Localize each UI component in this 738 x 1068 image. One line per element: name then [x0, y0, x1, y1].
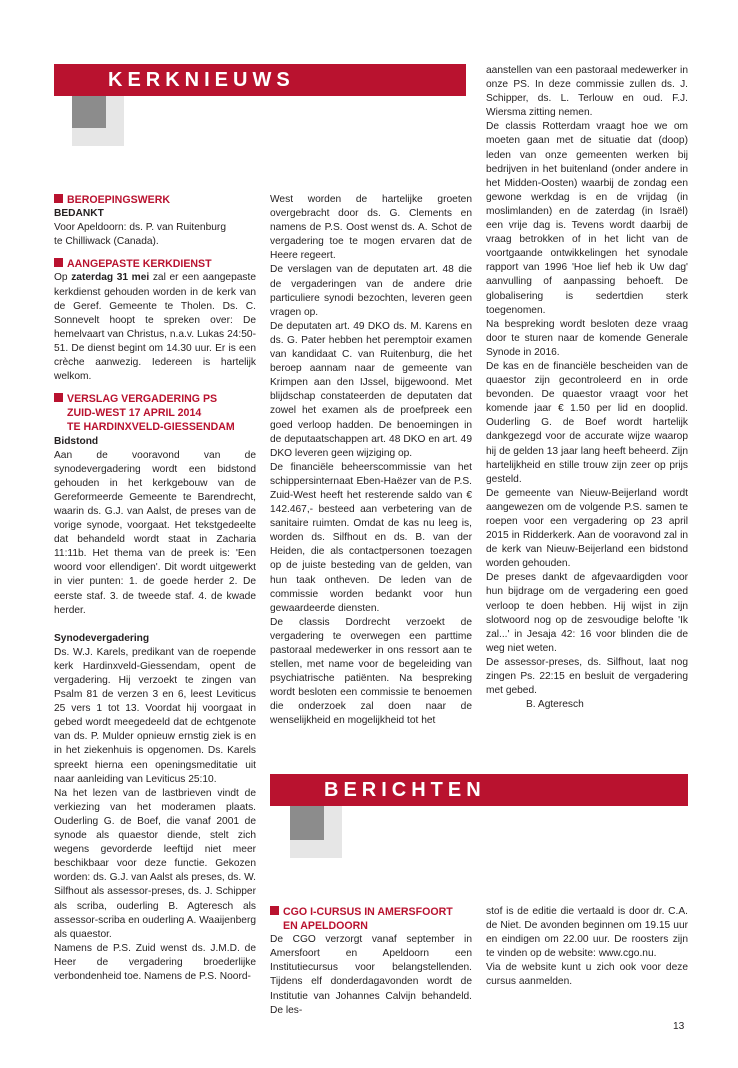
- cgo-paragraph-left: De CGO verzorgt vanaf september in Amersfoort en Apeldoorn een Institutiecursus voor belangstellenden. Tijdens elf donderdagavonden wordt de Institutie van Johannes Calvijn behandeld. De les-: [270, 934, 472, 1016]
- col3-paragraph-1: aanstellen van een pastoraal medewerker in onze PS. In deze commissie zullen ds. J. Schipper, ds. L. Terlouw en oud. F.J. Wiersma zitting nemen.: [486, 65, 688, 119]
- column-2: [270, 193, 472, 729]
- bullet-square-icon: [54, 393, 63, 402]
- bidstond-paragraph: Aan de vooravond van de synodevergadering wordt een bidstond gehouden in het kerkgebouw van de Gereformeerde Gemeente te Barendrecht, waarin ds. G.J. van Aalst, de preses van de vorige synode, voorgaat. Het tekstgedeelte dat behandeld wordt staat in Zacharia 11:11b. Het thema van de preek is: 'Een woord voor ellendigen'. Dit wordt uitgewerkt in vier punten: 1. de goede herder 2. De eerste staf. 3. de tweede staf. 4. de kwade herder.: [54, 449, 256, 616]
- bidstond-subheading: Bidstond: [54, 435, 99, 447]
- cgo-heading-line-2: EN APELDOORN: [283, 920, 368, 933]
- bullet-square-icon: [54, 194, 63, 203]
- verslag-heading-line-3: TE HARDINXVELD-GIESSENDAM: [67, 421, 235, 434]
- aangepaste-paragraph: Op zaterdag 31 mei zal er een aangepaste kerkdienst gehouden worden in de kerk van de Geref. Gemeente te Tholen. Ds. C. Sonnevelt hoopt te spreken over: De hemelvaart van Christus, n.a.v. Lukas 24:50-51. De dienst begint om 14.30 uur. Er is een crèche aanwezig. Iedereen is hartelijk welkom.: [54, 272, 256, 383]
- synode-paragraph-2: Na het lezen van de lastbrieven vindt de verkiezing van het moderamen plaats. Ouderling G. de Boef, die vanaf 2001 de synode als quaestor diende, stelt zich wegens gevorderde leeftijd niet meer beschikbaar voor deze functie. Gekozen worden: ds. G.J. van Aalst als preses, ds. W. Silfhout als assessor-preses, ds. J. Schipper als scriba, ouderling B. Agteresch als assessor-scriba en ouderling A. Waaijenberg als quaestor.: [54, 787, 256, 940]
- col3-paragraph-7: De assessor-preses, ds. Silfhout, laat nog zingen Ps. 22:15 en besluit de vergadering met gebed.: [486, 656, 688, 697]
- cgo-column-left: [270, 905, 472, 1018]
- column-3: [486, 64, 688, 712]
- bedankt-subheading: BEDANKT: [54, 208, 104, 220]
- synode-paragraph-3: Namens de P.S. Zuid wenst ds. J.M.D. de Heer de vergadering broederlijke verbondenheid toe. Namens de P.S. Noord-: [54, 942, 256, 982]
- bullet-square-icon: [54, 258, 63, 267]
- column-1: [54, 193, 256, 984]
- col2-paragraph-4: De financiële beheerscommissie van het schippersinternaat Eben-Haëzer van de P.S. Zuid-West heeft het resterende saldo van € 142.467,- besteed aan verbetering van de sanitaire ruimten. Omdat de kas nu leeg is, worden ds. Silfhout en ds. B. van der Heiden, die als contactpersonen toezagen op de juiste besteding van de gelden, van hun taak ontheven. De leden van de commissie worden bedankt voor hun gewaardeerde diensten.: [270, 461, 472, 614]
- col3-paragraph-4: De kas en de financiële bescheiden van de quaestor zijn gecontroleerd en in orde bevonden. De quaestor vraagt voor het komende jaar € 1.50 per lid en dooplid. Ouderling G. de Boef wordt hartelijk dankgezegd voor de accurate wijze waarop hij de gelden 13 jaar lang heeft beheerd. Zijn hartelijkheid en stille trouw zijn zeer op prijs gesteld.: [486, 360, 688, 485]
- col3-paragraph-5: De gemeente van Nieuw-Beijerland wordt aangewezen om de volgende P.S. samen te roepen voor een vergadering op 23 april 2015 in Ridderkerk. Aan de vooravond zal in de kerk van Nieuw-Beijerland een bidstond worden gehouden.: [486, 487, 688, 570]
- col2-paragraph-3: De deputaten art. 49 DKO ds. M. Karens en ds. G. Pater hebben het peremptoir examen van kandidaat C. van Ruitenburg, die het beroep aannam naar de gemeente van Krimpen aan den IJssel, bijgewoond. Met blijdschap constateerden de deputaten dat zowel het examen als de proefpreek een goed verloop hadden. De benoemingen in de deputaatschappen art. 48 DKO en art. 49 DKO leveren geen wijziging op.: [270, 320, 472, 459]
- col2-paragraph-2: De verslagen van de deputaten art. 48 die de vergaderingen van de andere drie particuliere synodi bezochten, leveren geen vragen op.: [270, 264, 472, 318]
- synodevergadering-subheading: Synodevergadering: [54, 632, 150, 644]
- beroepingswerk-heading: BEROEPINGSWERK: [54, 193, 256, 207]
- berichten-title: BERICHTEN: [324, 779, 486, 801]
- cgo-paragraph-right: stof is de editie die vertaald is door dr. C.A. de Niet. De avonden beginnen om 19.15 uur en eindigen om 22.00 uur. De roosters zijn te vinden op de website: www.cgo.nu.: [486, 906, 688, 960]
- verslag-heading-line-2: ZUID-WEST 17 APRIL 2014: [67, 407, 202, 420]
- beroeping-line-2: te Chilliwack (Canada).: [54, 236, 159, 248]
- cgo-column-right: [486, 905, 688, 990]
- cgo-heading: CGO I-CURSUS IN AMERSFOORT: [270, 905, 472, 919]
- verslag-heading: VERSLAG VERGADERING PS: [54, 392, 256, 406]
- synode-paragraph-1: Ds. W.J. Karels, predikant van de roepende kerk Hardinxveld-Giessendam, opent de vergadering. Hij verzoekt te zingen van Psalm 81 de verzen 3 en 6, leest Leviticus 25 vers 1 tot 13. Voordat hij voorgaat in gebed wordt meegedeeld dat de echtgenote van ds. P. Mulder opnieuw ernstig ziek is en in het ziekenhuis is opgenomen. Ds. Karels spreekt hierna een openingsmeditatie uit naar aanleiding van Leviticus 25:10.: [54, 646, 256, 785]
- col3-paragraph-3: Na bespreking wordt besloten deze vraag door te sturen naar de komende Generale Synode in 2016.: [486, 318, 688, 358]
- col3-paragraph-6: De preses dankt de afgevaardigden voor hun bijdrage om de vergadering een goed verloop te doen hebben. Hij wijst in zijn slotwoord nog op de zesvoudige belofte 'Ik zal...' in Jesaja 42: 16 voor blinden die de weg niet weten.: [486, 572, 688, 654]
- berichten-decor-dark: [290, 806, 324, 840]
- col2-paragraph-5: De classis Dordrecht verzoekt de vergadering te overwegen een parttime pastoraal medewerker in ons ressort aan te stellen, met name voor de begeleiding van psychiatrische patiënten. Na bespreking wordt besloten een commissie te benoemen die onderzoek zal doen naar de wenselijkheid en mogelijkheid tot het: [270, 616, 472, 727]
- cgo-paragraph-right-2: Via de website kunt u zich ook voor deze cursus aanmelden.: [486, 962, 688, 988]
- bullet-square-icon: [270, 906, 279, 915]
- kerknieuws-title: KERKNIEUWS: [108, 69, 295, 91]
- aangepaste-heading: AANGEPASTE KERKDIENST: [54, 257, 256, 271]
- col3-paragraph-2: De classis Rotterdam vraagt hoe we om moeten gaan met de situatie dat (doop) leden van onze gemeenten werken bij bedrijven in het buitenland (onder andere in het Midden-Oosten) waarbij de zondag een gewone werkdag is en de vrijdag (in moslimlanden) en de zaterdag (in Israël) een vrije dag is. Tevens wordt daarbij de vraag betrokken of in het licht van de voortgaande ontwikkelingen het synodale rapport van 1996 'Hoe lief heb ik Uw dag' aanvulling of aanpassing behoeft. De globalisering is sedertdien sterk toegenomen.: [486, 121, 688, 316]
- kerknieuws-decor-dark: [72, 94, 106, 128]
- page-number: 13: [673, 1021, 685, 1032]
- col2-paragraph-1: West worden de hartelijke groeten overgebracht door ds. G. Clements en namens de P.S. Oost wenst ds. A. Schot de vergadering toe te mogen ervaren dat de Heere regeert.: [270, 194, 472, 262]
- beroeping-line-1: Voor Apeldoorn: ds. P. van Ruitenburg: [54, 222, 226, 234]
- signature: B. Agteresch: [526, 699, 584, 711]
